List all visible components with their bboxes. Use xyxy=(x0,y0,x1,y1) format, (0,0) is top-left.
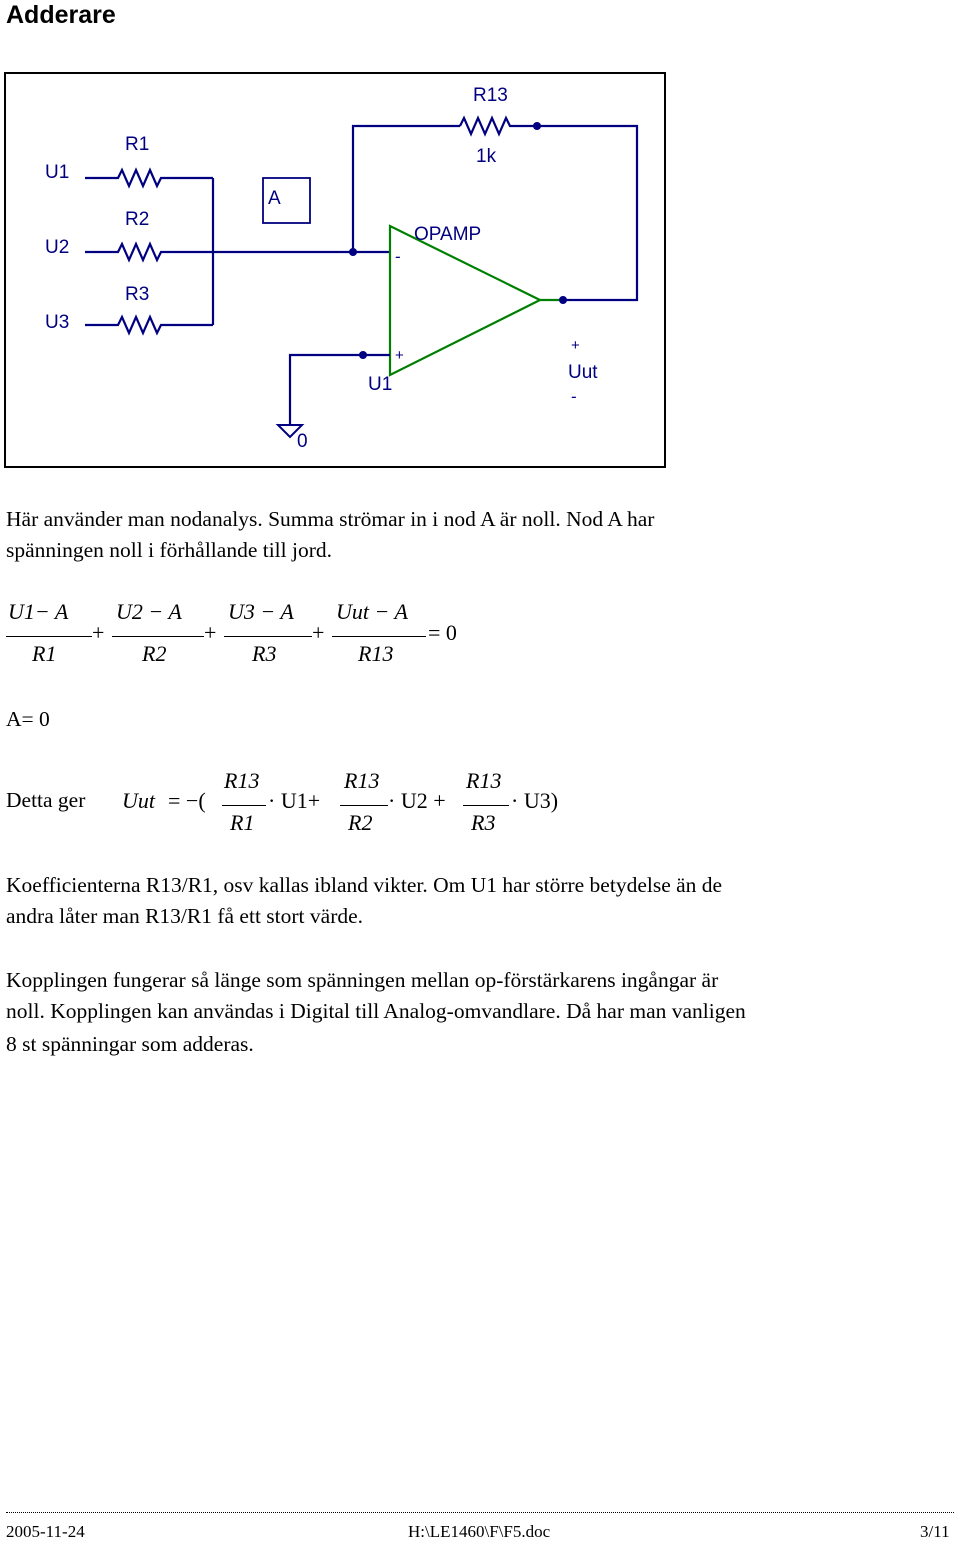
paragraph-2-line-1: Koefficienterna R13/R1, osv kallas ibland vikter. Om U1 har större betydelse än de xyxy=(6,873,723,897)
noninverting-dot xyxy=(359,351,367,359)
feedback-node xyxy=(533,122,541,130)
label-r1: R1 xyxy=(125,134,150,155)
label-opamp: OPAMP xyxy=(414,224,482,245)
paragraph-3-line-2: noll. Kopplingen kan användas i Digital till Analog-omvandlare. Då har man vanligen xyxy=(6,999,746,1023)
footer-page-number: 3/11 xyxy=(920,1522,950,1541)
label-out-plus: + xyxy=(571,337,580,354)
eq1-bar2 xyxy=(112,636,204,637)
label-opamp-minus: - xyxy=(395,247,401,266)
eq1-equals-zero: = 0 xyxy=(428,620,457,645)
eq2-den1: R1 xyxy=(230,810,255,835)
footer-path: H:\LE1460\F\F5.doc xyxy=(408,1522,551,1541)
eq1-den4: R13 xyxy=(358,641,394,666)
eq1-den3: R3 xyxy=(252,641,277,666)
label-r13-value: 1k xyxy=(476,146,497,167)
label-r2: R2 xyxy=(125,209,150,230)
eq1-plus2: + xyxy=(204,620,217,645)
eq1-plus1: + xyxy=(92,620,105,645)
paragraph-1-line-1: Här använder man nodanalys. Summa strömar in i nod A är noll. Nod A har xyxy=(6,507,655,531)
eq1-bar4 xyxy=(332,636,426,637)
eq2-num2: R13 xyxy=(344,768,380,793)
label-r13: R13 xyxy=(473,85,508,106)
eq2-equals: = −( xyxy=(168,788,206,813)
eq2-var2: · U2 + xyxy=(388,788,446,813)
eq2-num3: R13 xyxy=(466,768,502,793)
eq2-bar1 xyxy=(222,805,266,806)
eq1-num3: U3 − A xyxy=(228,599,294,624)
eq1-bar1 xyxy=(6,636,92,637)
eq2-lhs: Uut xyxy=(122,788,155,813)
eq1-den2: R2 xyxy=(142,641,167,666)
footer-divider xyxy=(6,1512,954,1513)
paragraph-2-line-2: andra låter man R13/R1 få ett stort värde. xyxy=(6,904,364,928)
eq1-num2: U2 − A xyxy=(116,599,182,624)
circuit-diagram xyxy=(0,0,960,480)
node-a-dot xyxy=(349,248,357,256)
eq1-den1: R1 xyxy=(32,641,57,666)
label-u3: U3 xyxy=(45,312,70,333)
paragraph-3-line-3: 8 st spänningar som adderas. xyxy=(6,1032,254,1056)
diagram-frame xyxy=(5,73,665,467)
a-equals-zero: A= 0 xyxy=(6,707,50,731)
eq1-bar3 xyxy=(224,636,312,637)
eq2-den2: R2 xyxy=(348,810,373,835)
eq2-detta-ger: Detta ger xyxy=(6,788,86,812)
eq1-plus3: + xyxy=(312,620,325,645)
eq2-den3: R3 xyxy=(471,810,496,835)
label-u2: U2 xyxy=(45,237,70,258)
output-node xyxy=(559,296,567,304)
footer-date: 2005-11-24 xyxy=(6,1522,85,1541)
label-u1: U1 xyxy=(45,162,70,183)
equation-1 xyxy=(0,595,480,675)
equation-2 xyxy=(0,766,640,842)
label-opamp-plus: + xyxy=(395,347,404,364)
label-r3: R3 xyxy=(125,284,150,305)
eq1-num4: Uut − A xyxy=(336,599,408,624)
paragraph-3-line-1: Kopplingen fungerar så länge som spänningen mellan op-förstärkarens ingångar är xyxy=(6,968,719,992)
label-node-a: A xyxy=(268,188,281,209)
label-out-minus: - xyxy=(571,387,577,406)
eq1-num1: U1− A xyxy=(8,599,69,624)
eq2-num1: R13 xyxy=(224,768,260,793)
eq2-bar2 xyxy=(340,805,388,806)
label-out-name: Uut xyxy=(568,362,598,383)
eq2-bar3 xyxy=(463,805,509,806)
eq2-var1: · U1+ xyxy=(268,788,321,813)
label-opamp-ref: U1 xyxy=(368,374,393,395)
paragraph-1-line-2: spänningen noll i förhållande till jord. xyxy=(6,538,333,562)
eq2-var3: · U3) xyxy=(511,788,559,813)
label-ground: 0 xyxy=(297,431,308,452)
page-title: Adderare xyxy=(6,1,116,29)
